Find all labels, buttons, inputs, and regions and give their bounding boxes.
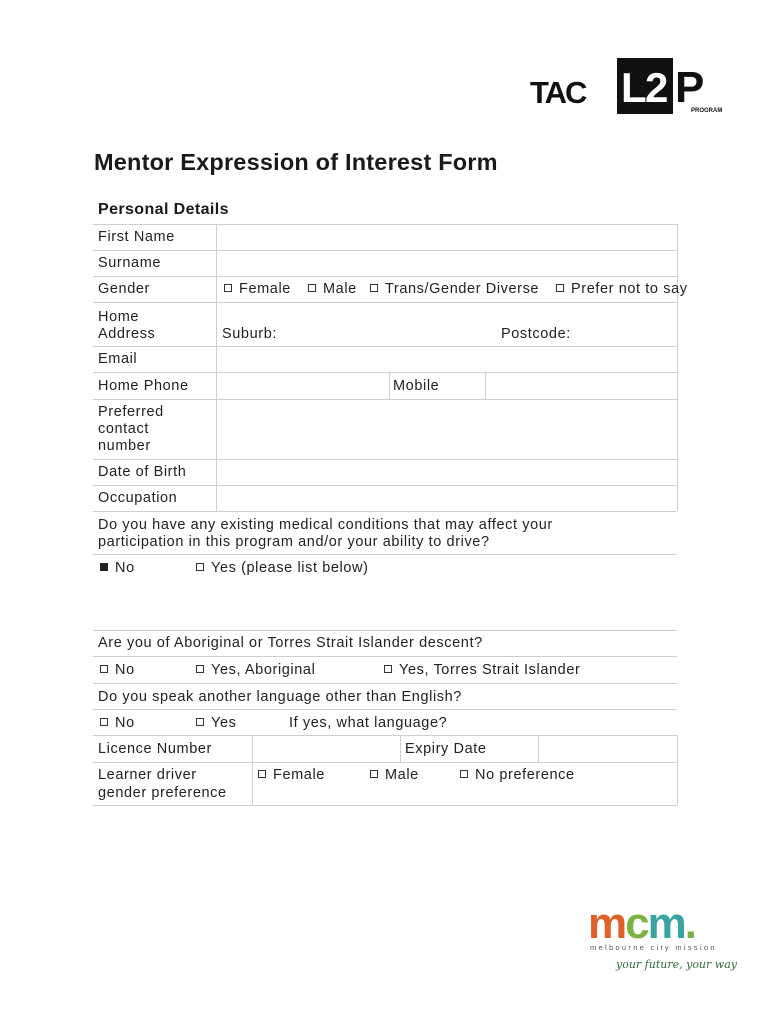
learner-female-checkbox[interactable]: Female (258, 767, 325, 783)
svg-text:L: L (621, 64, 647, 111)
medical-question-1: Do you have any existing medical conditions that may affect your (98, 517, 553, 533)
gender-diverse-checkbox[interactable]: Trans/Gender Diverse (370, 281, 539, 297)
svg-text:mcm.: mcm. (588, 902, 695, 948)
home-phone-field[interactable] (217, 373, 389, 399)
gender-female-checkbox[interactable]: Female (224, 281, 291, 297)
aboriginal-question: Are you of Aboriginal or Torres Strait Islander descent? (98, 635, 483, 651)
l2p-logo (617, 58, 729, 114)
learner-label-2: gender preference (98, 785, 227, 801)
preferred-label-3: number (98, 438, 151, 454)
preferred-label-2: contact (98, 421, 149, 437)
tac-logo (530, 76, 608, 106)
email-field[interactable] (217, 347, 677, 372)
mobile-field[interactable] (486, 373, 677, 399)
svg-text:melbourne city mission: melbourne city mission (590, 943, 717, 952)
dob-label: Date of Birth (98, 464, 187, 480)
svg-text:TAC: TAC (530, 76, 586, 106)
email-label: Email (98, 351, 138, 367)
surname-label: Surname (98, 255, 162, 271)
postcode-label: Postcode: (501, 326, 571, 342)
svg-text:your future, your way: your future, your way (616, 958, 737, 971)
home-address-label-2: Address (98, 326, 156, 342)
occupation-label: Occupation (98, 490, 178, 506)
language-question: Do you speak another language other than English? (98, 689, 462, 705)
mobile-label: Mobile (393, 378, 440, 394)
occupation-field[interactable] (217, 486, 677, 511)
page-title: Mentor Expression of Interest Form (94, 149, 498, 175)
medical-yes-checkbox[interactable]: Yes (please list below) (196, 560, 369, 576)
medical-details-field[interactable] (93, 580, 677, 630)
svg-text:P: P (675, 63, 705, 112)
expiry-label: Expiry Date (405, 741, 487, 757)
first-name-field[interactable] (217, 225, 677, 250)
gender-label: Gender (98, 281, 150, 297)
language-no-checkbox[interactable]: No (100, 715, 135, 731)
svg-text:2: 2 (645, 64, 669, 111)
medical-no-checkbox[interactable]: No (100, 560, 135, 576)
aboriginal-no-checkbox[interactable]: No (100, 662, 135, 678)
svg-text:PROGRAM: PROGRAM (691, 108, 723, 114)
gender-male-checkbox[interactable]: Male (308, 281, 357, 297)
licence-label: Licence Number (98, 741, 212, 757)
home-address-label-1: Home (98, 309, 140, 325)
preferred-contact-field[interactable] (217, 400, 677, 459)
dob-field[interactable] (217, 460, 677, 485)
language-which-label: If yes, what language? (289, 715, 448, 731)
expiry-field[interactable] (539, 736, 677, 762)
learner-male-checkbox[interactable]: Male (370, 767, 419, 783)
home-phone-label: Home Phone (98, 378, 189, 394)
licence-field[interactable] (253, 736, 400, 762)
learner-label-1: Learner driver (98, 767, 197, 783)
surname-field[interactable] (217, 251, 677, 276)
preferred-label-1: Preferred (98, 404, 164, 420)
suburb-label: Suburb: (222, 326, 277, 342)
torres-strait-checkbox[interactable]: Yes, Torres Strait Islander (384, 662, 580, 678)
section-heading: Personal Details (98, 201, 229, 218)
gender-prefer-not-checkbox[interactable]: Prefer not to say (556, 281, 688, 297)
learner-no-preference-checkbox[interactable]: No preference (460, 767, 575, 783)
language-yes-checkbox[interactable]: Yes (196, 715, 236, 731)
aboriginal-yes-checkbox[interactable]: Yes, Aboriginal (196, 662, 315, 678)
address-field[interactable] (217, 303, 677, 346)
medical-question-2: participation in this program and/or your ability to drive? (98, 534, 490, 550)
first-name-label: First Name (98, 229, 175, 245)
mcm-logo (588, 902, 738, 976)
